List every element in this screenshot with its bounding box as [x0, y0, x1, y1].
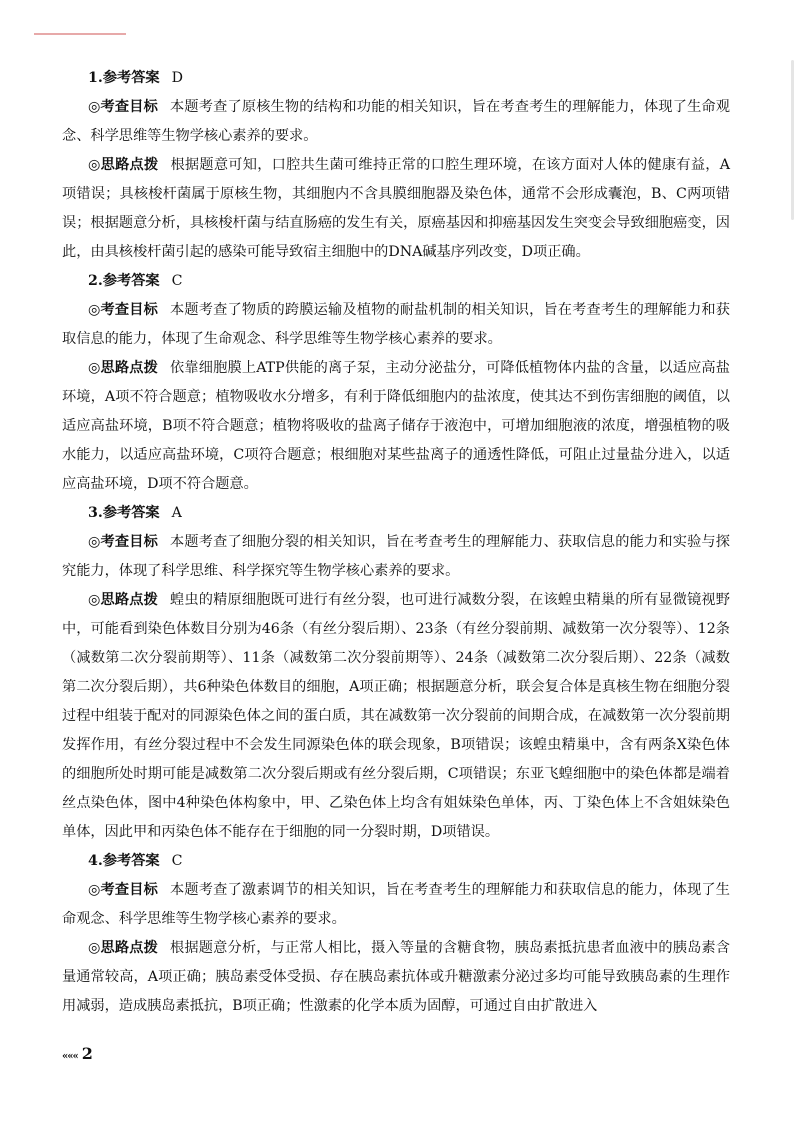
question-1-analysis [62, 151, 730, 267]
page-arrow-icon: ««« [62, 1051, 78, 1062]
answer-value: C [171, 273, 183, 289]
scrollbar[interactable] [791, 60, 794, 220]
analysis-label: ◎思路点拨 [88, 940, 159, 956]
analysis-text: 根据题意分析，与正常人相比，摄入等量的含糖食物，胰岛素抵抗患者血液中的胰岛素含量通常较高，A项正确；胰岛素受体受损、存在胰岛素抗体或升糖激素分泌过多均可能导致胰岛素的生理作用减弱，造成胰岛素抵抗，B项正确；性激素的化学本质为固醇，可通过自由扩散进入 [62, 940, 730, 1014]
question-number: 2. [88, 273, 103, 289]
answer-value: C [171, 853, 183, 869]
answer-explanations [62, 64, 730, 1021]
goal-label: ◎考查目标 [88, 302, 159, 318]
top-accent-rule [34, 33, 126, 35]
answer-label: 参考答案 [102, 853, 160, 869]
goal-text: 本题考查了原核生物的结构和功能的相关知识，旨在考查考生的理解能力，体现了生命观念、科学思维等生物学核心素养的要求。 [62, 99, 730, 144]
question-3-analysis [62, 586, 730, 847]
answer-value: D [171, 70, 183, 86]
goal-text: 本题考查了细胞分裂的相关知识，旨在考查考生的理解能力、获取信息的能力和实验与探究能力，体现了科学思维、科学探究等生物学核心素养的要求。 [62, 534, 730, 579]
answer-value: A [171, 505, 182, 521]
question-4-answer-line [62, 847, 730, 876]
answer-label: 参考答案 [102, 273, 160, 289]
question-1-goal [62, 93, 730, 151]
question-3-answer-line [62, 499, 730, 528]
analysis-label: ◎思路点拨 [88, 157, 159, 173]
question-3-goal [62, 528, 730, 586]
page-number: 2 [81, 1044, 93, 1063]
analysis-text: 蝗虫的精原细胞既可进行有丝分裂，也可进行减数分裂，在该蝗虫精巢的所有显微镜视野中，可能看到染色体数目分别为46条（有丝分裂后期）、23条（有丝分裂前期、减数第一次分裂等）、12条（减数第二次分裂前期等）、11条（减数第二次分裂前期等）、24条（减数第二次分裂后期）、22条（减数第二次分裂后期），共6种染色体数目的细胞，A项正确；根据题意分析，联会复合体是真核生物在细胞分裂过程中组装于配对的同源染色体之间的蛋白质，其在减数第一次分裂前的间期合成，在减数第一次分裂前期发挥作用，有丝分裂过程中不会发生同源染色体的联会现象，B项错误；该蝗虫精巢中，含有两条X染色体的细胞所处时期可能是减数第二次分裂后期或有丝分裂后期，C项错误；东亚飞蝗细胞中的染色体都是端着丝点染色体，图中4种染色体构象中，甲、乙染色体上均含有姐妹染色单体，丙、丁染色体上不含姐妹染色单体，因此甲和丙染色体不能存在于细胞的同一分裂时期，D项错误。 [62, 592, 730, 840]
goal-text: 本题考查了物质的跨膜运输及植物的耐盐机制的相关知识，旨在考查考生的理解能力和获取信息的能力，体现了生命观念、科学思维等生物学核心素养的要求。 [62, 302, 730, 347]
question-4-analysis [62, 934, 730, 1021]
page-footer [62, 1044, 93, 1063]
goal-label: ◎考查目标 [88, 99, 159, 115]
goal-text: 本题考查了激素调节的相关知识，旨在考查考生的理解能力和获取信息的能力，体现了生命观念、科学思维等生物学核心素养的要求。 [62, 882, 730, 927]
answer-label: 参考答案 [102, 70, 160, 86]
question-number: 1. [88, 70, 103, 86]
goal-label: ◎考查目标 [88, 882, 159, 898]
analysis-text: 根据题意可知，口腔共生菌可维持正常的口腔生理环境，在该方面对人体的健康有益，A项错误；具核梭杆菌属于原核生物，其细胞内不含具膜细胞器及染色体，通常不会形成囊泡，B、C两项错误；根据题意分析，具核梭杆菌与结直肠癌的发生有关，原癌基因和抑癌基因发生突变会导致细胞癌变，因此，由具核梭杆菌引起的感染可能导致宿主细胞中的DNA碱基序列改变，D项正确。 [62, 157, 730, 260]
question-number: 3. [88, 505, 103, 521]
question-number: 4. [88, 853, 103, 869]
question-2-goal [62, 296, 730, 354]
analysis-label: ◎思路点拨 [88, 592, 159, 608]
question-2-answer-line [62, 267, 730, 296]
analysis-label: ◎思路点拨 [88, 360, 159, 376]
question-2-analysis [62, 354, 730, 499]
question-4-goal [62, 876, 730, 934]
answer-label: 参考答案 [102, 505, 160, 521]
goal-label: ◎考查目标 [88, 534, 159, 550]
analysis-text: 依靠细胞膜上ATP供能的离子泵，主动分泌盐分，可降低植物体内盐的含量，以适应高盐环境，A项不符合题意；植物吸收水分增多，有利于降低细胞内的盐浓度，使其达不到伤害细胞的阈值，以适应高盐环境，B项不符合题意；植物将吸收的盐离子储存于液泡中，可增加细胞液的浓度，增强植物的吸水能力，以适应高盐环境，C项符合题意；根细胞对某些盐离子的通透性降低，可阻止过量盐分进入，以适应高盐环境，D项不符合题意。 [62, 360, 730, 492]
question-1-answer-line [62, 64, 730, 93]
